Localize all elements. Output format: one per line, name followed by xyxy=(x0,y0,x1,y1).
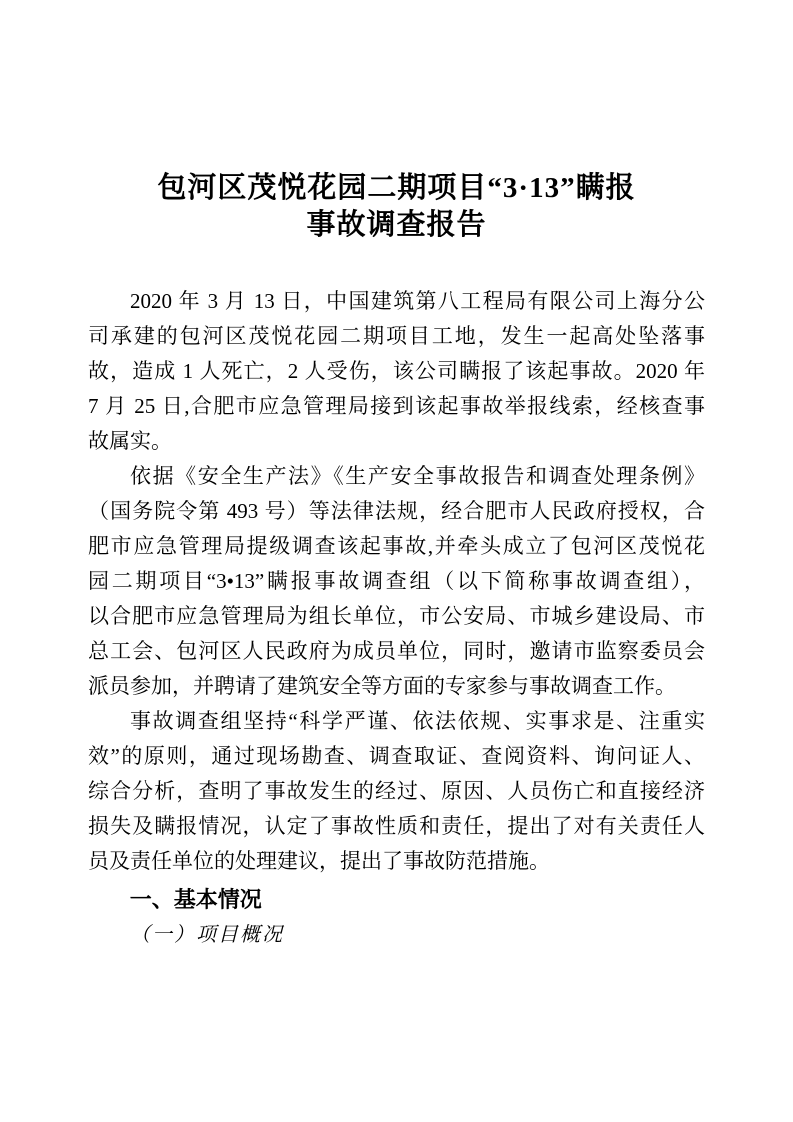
document-body xyxy=(88,284,705,879)
paragraph-3-line-3: 综合分析，查明了事故发生的经过、原因、人员伤亡和直接经济 xyxy=(88,779,705,803)
paragraph-2-line-1: 依据《安全生产法》《生产安全事故报告和调查处理条例》 xyxy=(130,464,705,488)
paragraph-2-line-7: 派员参加，并聘请了建筑安全等方面的专家参与事故调查工作。 xyxy=(88,674,676,698)
paragraph-3-line-1: 事故调查组坚持“科学严谨、依法依规、实事求是、注重实 xyxy=(130,709,705,733)
paragraph-1-line-1: 2020 年 3 月 13 日，中国建筑第八工程局有限公司上海分公 xyxy=(130,289,705,313)
document-title xyxy=(88,170,705,244)
paragraph-1-line-4: 7 月 25 日,合肥市应急管理局接到该起事故举报线索，经核查事 xyxy=(88,394,705,418)
paragraph-2-line-4: 园二期项目“3•13”瞒报事故调查组（以下简称事故调查组）， xyxy=(88,569,705,593)
document-title-line-2: 事故调查报告 xyxy=(306,209,487,241)
paragraph-3-line-5: 员及责任单位的处理建议，提出了事故防范措施。 xyxy=(88,849,550,873)
paragraph-1-line-2: 司承建的包河区茂悦花园二期项目工地，发生一起高处坠落事 xyxy=(88,324,705,348)
document-title-line-1: 包河区茂悦花园二期项目“3·13”瞒报 xyxy=(157,172,636,204)
subsection-heading: （一）项目概况 xyxy=(130,924,284,946)
paragraph-2-line-2: （国务院令第 493 号）等法律法规，经合肥市人民政府授权，合 xyxy=(88,499,705,523)
paragraph-1-line-5: 故属实。 xyxy=(88,429,172,453)
section-heading: 一、基本情况 xyxy=(129,887,262,912)
paragraph-3-line-4: 损失及瞒报情况，认定了事故性质和责任，提出了对有关责任人 xyxy=(88,814,705,838)
paragraph-3-line-2: 效”的原则，通过现场勘查、调查取证、查阅资料、询问证人、 xyxy=(88,744,705,768)
paragraph-2-line-6: 总工会、包河区人民政府为成员单位，同时，邀请市监察委员会 xyxy=(88,639,705,663)
paragraph-1-line-3: 故，造成 1 人死亡，2 人受伤，该公司瞒报了该起事故。2020 年 xyxy=(88,359,705,383)
paragraph-2-line-3: 肥市应急管理局提级调查该起事故,并牵头成立了包河区茂悦花 xyxy=(88,534,705,558)
paragraph-2-line-5: 以合肥市应急管理局为组长单位，市公安局、市城乡建设局、市 xyxy=(88,604,705,628)
